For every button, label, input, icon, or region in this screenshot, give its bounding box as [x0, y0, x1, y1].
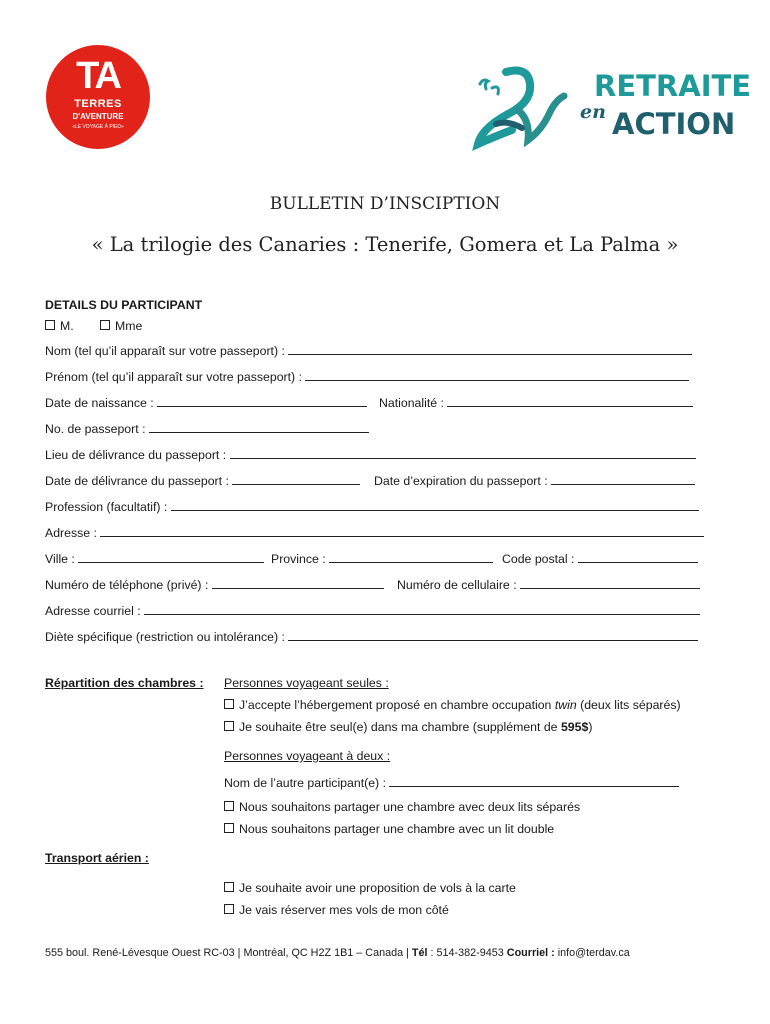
- footer-tel-label: Tél: [411, 947, 428, 959]
- duo-double-option[interactable]: [224, 822, 554, 837]
- passeport-field[interactable]: [45, 421, 369, 437]
- nom-input-line[interactable]: [288, 343, 692, 355]
- province-field[interactable]: [271, 551, 493, 567]
- prenom-label: Prénom (tel qu’il apparaît sur votre passeport) :: [45, 370, 302, 384]
- flight-proposal-label: Je souhaite avoir une proposition de vols à la carte: [239, 881, 516, 895]
- checkbox-icon[interactable]: [224, 882, 234, 892]
- ville-field[interactable]: [45, 551, 264, 567]
- duo-double-label: Nous souhaitons partager une chambre avec un lit double: [239, 822, 555, 836]
- lieu-delivrance-label: Lieu de délivrance du passeport :: [45, 448, 227, 462]
- checkbox-icon[interactable]: [100, 320, 110, 330]
- footer-email-label: Courriel :: [506, 947, 555, 959]
- nom-label: Nom (tel qu’il apparaît sur votre passeport) :: [45, 344, 285, 358]
- rooms-section-heading: Répartition des chambres :: [45, 676, 204, 690]
- ville-label: Ville :: [45, 552, 75, 566]
- code-postal-label: Code postal :: [502, 552, 575, 566]
- code-postal-field[interactable]: [502, 551, 698, 567]
- solo-twin-option[interactable]: [224, 698, 681, 713]
- nationalite-input-line[interactable]: [447, 395, 693, 407]
- cellulaire-label: Numéro de cellulaire :: [397, 578, 517, 592]
- solo-twin-label-post: (deux lits séparés): [576, 698, 681, 712]
- duo-travelers-heading: Personnes voyageant à deux :: [224, 749, 391, 763]
- solo-single-label-post: ): [588, 720, 593, 734]
- footer-email-value[interactable]: info@terdav.ca: [557, 947, 630, 959]
- province-input-line[interactable]: [329, 551, 493, 563]
- telephone-input-line[interactable]: [212, 577, 384, 589]
- checkbox-icon[interactable]: [224, 904, 234, 914]
- retraite-logo-word: RETRAITE: [594, 69, 752, 103]
- other-participant-input-line[interactable]: [389, 775, 679, 787]
- action-logo-word: ACTION: [612, 107, 736, 141]
- page-subtitle: « La trilogie des Canaries : Tenerife, Gomera et La Palma »: [91, 233, 679, 256]
- civility-mme-label: Mme: [115, 319, 143, 333]
- solo-twin-label-em: twin: [554, 698, 577, 712]
- ta-logo-line2: D'AVENTURE: [72, 112, 124, 121]
- checkbox-icon[interactable]: [224, 721, 234, 731]
- transport-section-heading: Transport aérien :: [45, 851, 149, 865]
- date-expiration-label: Date d’expiration du passeport :: [374, 474, 548, 488]
- naissance-input-line[interactable]: [157, 395, 367, 407]
- adresse-label: Adresse :: [45, 526, 97, 540]
- page-title: BULLETIN D’INSCIPTION: [269, 194, 501, 214]
- civility-m-label: M.: [60, 319, 74, 333]
- prenom-field[interactable]: [45, 369, 689, 385]
- adresse-input-line[interactable]: [100, 525, 704, 537]
- telephone-label: Numéro de téléphone (privé) :: [45, 578, 209, 592]
- profession-field[interactable]: [45, 499, 699, 515]
- checkbox-icon[interactable]: [224, 699, 234, 709]
- date-delivrance-label: Date de délivrance du passeport :: [45, 474, 229, 488]
- terres-daventure-logo: [46, 45, 150, 149]
- footer: [45, 947, 630, 959]
- ta-logo-line3: «LE VOYAGE À PIED»: [72, 124, 124, 130]
- participant-section-heading: DETAILS DU PARTICIPANT: [45, 298, 203, 312]
- checkbox-icon[interactable]: [224, 801, 234, 811]
- cellulaire-input-line[interactable]: [520, 577, 700, 589]
- footer-tel-value: : 514-382-9453: [430, 947, 504, 959]
- duo-twin-option[interactable]: [224, 800, 580, 815]
- diete-input-line[interactable]: [288, 629, 698, 641]
- duo-twin-label: Nous souhaitons partager une chambre avec deux lits séparés: [239, 800, 581, 814]
- courriel-field[interactable]: [45, 603, 700, 619]
- prenom-input-line[interactable]: [305, 369, 689, 381]
- single-supplement-amount: 595$: [560, 720, 589, 734]
- solo-single-label-pre: Je souhaite être seul(e) dans ma chambre (supplément de: [239, 720, 561, 734]
- telephone-field[interactable]: [45, 577, 384, 593]
- ville-input-line[interactable]: [78, 551, 264, 563]
- passeport-label: No. de passeport :: [45, 422, 146, 436]
- retraite-figure-icon: [466, 64, 576, 154]
- other-participant-field[interactable]: [224, 775, 679, 791]
- lieu-delivrance-input-line[interactable]: [230, 447, 696, 459]
- retraite-en-action-logo: [466, 64, 752, 154]
- footer-address: 555 boul. René-Lévesque Ouest RC-03 | Montréal, QC H2Z 1B1 – Canada |: [45, 947, 409, 959]
- adresse-field[interactable]: [45, 525, 704, 541]
- solo-travelers-heading: Personnes voyageant seules :: [224, 676, 389, 690]
- ta-logo-mark: TA: [76, 55, 120, 97]
- date-expiration-field[interactable]: [374, 473, 695, 489]
- profession-label: Profession (facultatif) :: [45, 500, 168, 514]
- diete-field[interactable]: [45, 629, 698, 645]
- solo-twin-label-pre: J’accepte l’hébergement proposé en chambre occupation: [239, 698, 555, 712]
- flight-self-booking-label: Je vais réserver mes vols de mon côté: [239, 903, 449, 917]
- date-delivrance-input-line[interactable]: [232, 473, 360, 485]
- courriel-label: Adresse courriel :: [45, 604, 141, 618]
- naissance-field[interactable]: [45, 395, 367, 411]
- date-delivrance-field[interactable]: [45, 473, 360, 489]
- checkbox-icon[interactable]: [224, 823, 234, 833]
- province-label: Province :: [271, 552, 326, 566]
- date-expiration-input-line[interactable]: [551, 473, 695, 485]
- flight-proposal-option[interactable]: [224, 881, 516, 896]
- nationalite-field[interactable]: [379, 395, 693, 411]
- naissance-label: Date de naissance :: [45, 396, 154, 410]
- en-logo-word: en: [580, 101, 606, 123]
- cellulaire-field[interactable]: [397, 577, 700, 593]
- profession-input-line[interactable]: [171, 499, 699, 511]
- civility-mme-option[interactable]: [100, 319, 142, 334]
- diete-label: Diète spécifique (restriction ou intolérance) :: [45, 630, 285, 644]
- nom-field[interactable]: [45, 343, 692, 359]
- code-postal-input-line[interactable]: [578, 551, 698, 563]
- other-participant-label: Nom de l’autre participant(e) :: [224, 776, 386, 790]
- checkbox-icon[interactable]: [45, 320, 55, 330]
- civility-m-option[interactable]: [45, 319, 74, 334]
- flight-self-booking-option[interactable]: [224, 903, 449, 918]
- lieu-delivrance-field[interactable]: [45, 447, 696, 463]
- courriel-input-line[interactable]: [144, 603, 700, 615]
- solo-single-option[interactable]: [224, 720, 592, 735]
- nationalite-label: Nationalité :: [379, 396, 444, 410]
- passeport-input-line[interactable]: [149, 421, 369, 433]
- ta-logo-line1: TERRES: [74, 98, 122, 110]
